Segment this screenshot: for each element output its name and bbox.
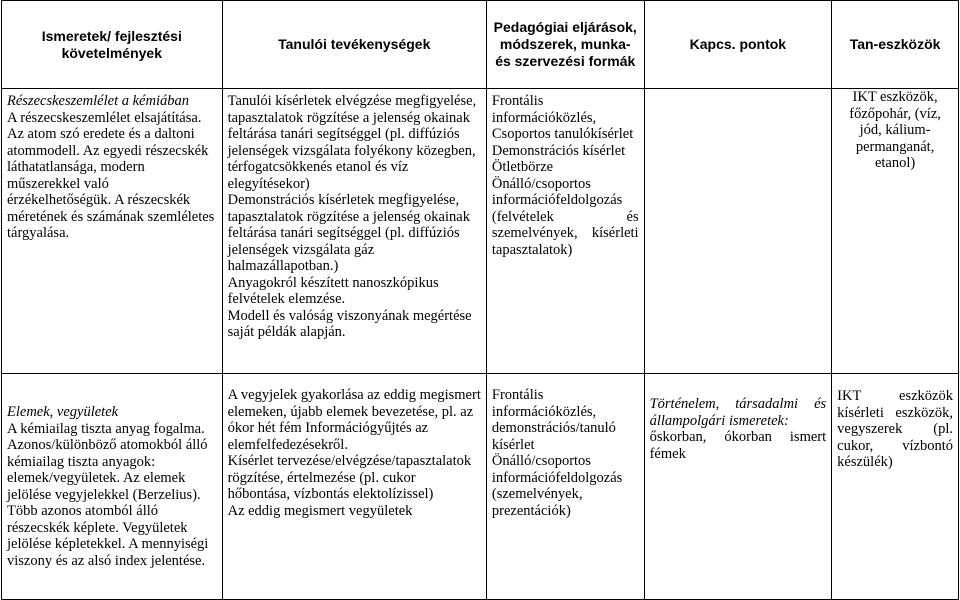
knowledge-cell — [2, 374, 223, 600]
table-row — [2, 374, 959, 600]
connections-cell — [644, 374, 832, 600]
methods-text: Frontális információközlés, demonstrációs/tanuló kísérlet Önálló/csoportos információfeldolgozás (szemelvények, prezentációk) — [491, 387, 623, 519]
header-row — [2, 1, 959, 89]
header-connections: Kapcs. pontok — [644, 1, 832, 89]
knowledge-text: A részecskeszemlélet elsajátítása. Az atom szó eredete és a daltoni atommodell. Az egyedi részecskék láthatatlansága, modern műszerekkel való érzékelhetőségük. A részecskék méretének és számának szemléletes tárgyalása. — [7, 109, 215, 241]
activities-cell — [222, 89, 486, 374]
header-student-activities: Tanulói tevékenységek — [222, 1, 486, 89]
connections-text: őskorban, ókorban ismert fémek — [649, 429, 827, 462]
methods-cell — [486, 374, 644, 600]
table-row — [2, 89, 959, 374]
connections-title-text: Történelem, társadalmi és állampolgári ismeretek: — [649, 396, 827, 429]
methods-cell — [486, 89, 644, 374]
methods-text: Frontális információközlés, Csoportos tanulókísérlet Demonstrációs kísérlet Ötletbörze Önálló/csoportos információfeldolgozás (felvételek és szemelvények, kísérleti tapasztalatok) — [491, 93, 639, 258]
tools-cell — [832, 89, 959, 374]
header-methods: Pedagógiai eljárások, módszerek, munka- és szervezési formák — [486, 1, 644, 89]
connections-cell — [644, 89, 832, 374]
knowledge-cell — [2, 89, 223, 374]
topic-title: Részecskeszemlélet a kémiában — [7, 93, 189, 109]
connections-title — [650, 396, 827, 429]
header-tools: Tan-eszközök — [832, 1, 959, 89]
activities-text: Tanulói kísérletek elvégzése megfigyelése, tapasztalatok rögzítése a jelenség okainak feltárása tanári segítséggel (pl. diffúziós jelenségek vizsgálata folyékony közegben, térfogatcsökkenés etanol és víz elegyítésekor) Demonstrációs kísérletek megfigyelése, tapasztalatok rögzítése a jelenség okainak feltárása tanári segítséggel (pl. diffúziós jelenségek vizsgálata gáz halmazállapotban.) Anyagokról készített nanoszkópikus felvételek elemzése. Modell és valóság viszonyának megértése saját példák alapján. — [227, 93, 477, 340]
header-knowledge: Ismeretek/ fejlesztési követelmények — [2, 1, 223, 89]
activities-cell — [222, 374, 486, 600]
lesson-plan-table — [1, 0, 959, 600]
activities-text: A vegyjelek gyakorlása az eddig megismert elemeken, újabb elemek bevezetése, pl. az ókor hét fém Információgyűjtés az elemfelfedezésekről. Kísérlet tervezése/elvégzése/tapasztalatok rögzítése, értelmezése (pl. cukor hőbontása, vízbontás elektolízissel) Az eddig megismert vegyületek — [227, 387, 481, 519]
tools-text: IKT eszközök, főzőpohár, (víz, jód, kálium-permanganát, etanol) — [849, 89, 941, 171]
tools-text: IKT eszközök kísérleti eszközök, vegyszerek (pl. cukor, vízbontó készülék) — [837, 388, 953, 470]
knowledge-text: A kémiailag tiszta anyag fogalma. Azonos/különböző atomokból álló kémiailag tiszta anyagok: elemek/vegyületek. Az elemek jelölése vegyjelekkel (Berzelius). Több azonos atomból álló részecskék képlete. Vegyületek jelölése képletekkel. A mennyiségi viszony és az alsó index jelentése. — [7, 420, 209, 569]
topic-title: Elemek, vegyületek — [7, 404, 119, 420]
tools-cell — [832, 374, 959, 600]
